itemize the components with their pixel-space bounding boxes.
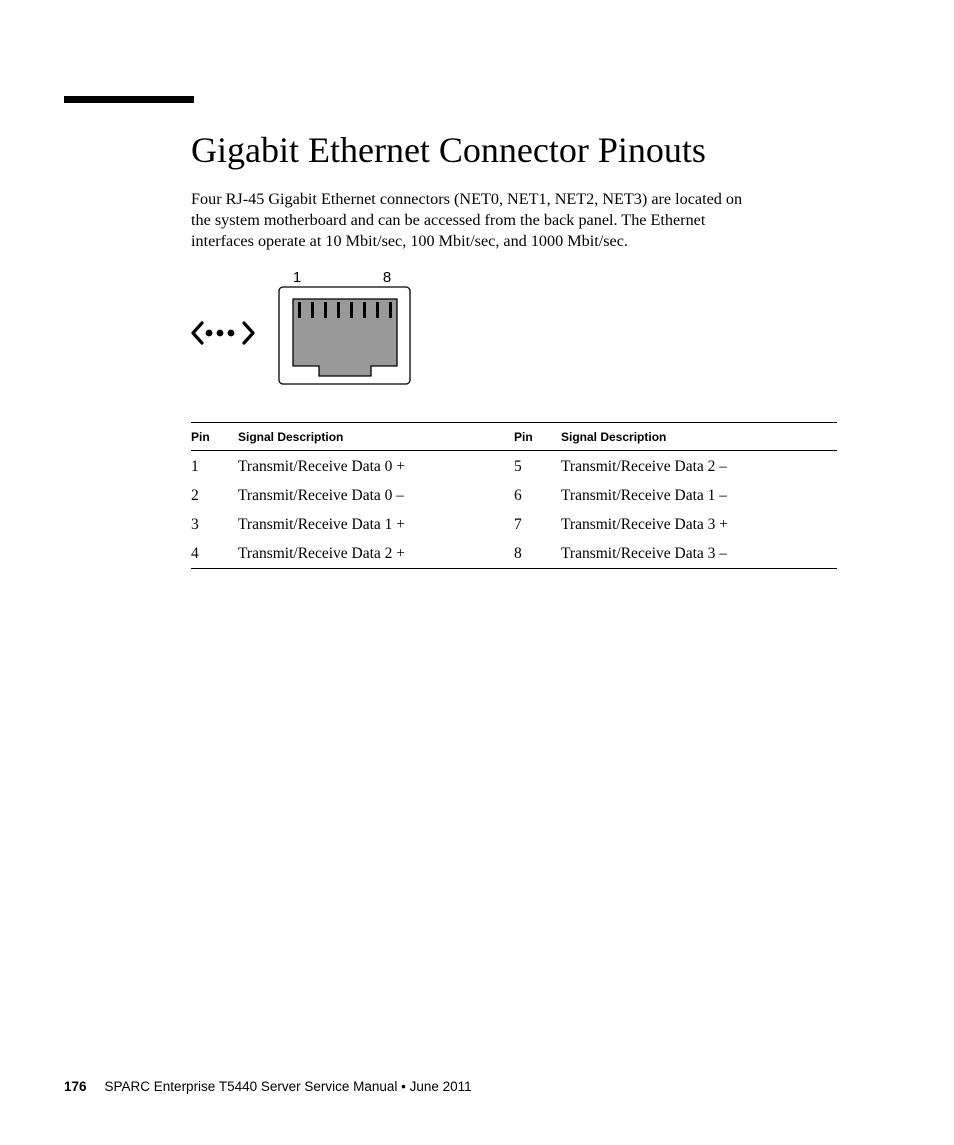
header-pin: Pin [191,429,210,444]
pin-cell: 5 [514,457,522,475]
header-pin: Pin [514,429,533,444]
pin-contact [324,302,327,318]
intro-line: interfaces operate at 10 Mbit/sec, 100 Mbit/sec, and 1000 Mbit/sec. [191,232,628,250]
pin-cell: 8 [514,544,522,562]
pin-cell: 3 [191,515,199,533]
signal-cell: Transmit/Receive Data 0 + [238,457,406,475]
pin-last-label: 8 [382,269,392,286]
table-row [191,539,837,569]
page-title: Gigabit Ethernet Connector Pinouts [191,130,706,170]
rj45-diagram [186,262,426,392]
rj45-connector-figure [186,262,426,397]
page-footer [64,1078,472,1096]
pin-contact [376,302,379,318]
pin-cell: 7 [514,515,522,533]
pin-contact [389,302,392,318]
signal-cell: Transmit/Receive Data 2 + [238,544,406,562]
pin-cell: 2 [191,486,199,504]
signal-cell: Transmit/Receive Data 2 – [561,457,728,475]
footer-text: SPARC Enterprise T5440 Server Service Manual • June 2011 [104,1079,472,1094]
pin-cell: 6 [514,486,522,504]
signal-cell: Transmit/Receive Data 0 – [238,486,405,504]
pin-contact [298,302,301,318]
ethernet-network-icon [193,323,253,343]
chapter-rule [64,96,194,103]
pin-contact [350,302,353,318]
pin-contact [363,302,366,318]
pin-contact [311,302,314,318]
intro-line: Four RJ-45 Gigabit Ethernet connectors (NET0, NET1, NET2, NET3) are located on [191,190,743,208]
pinout-table [191,422,837,569]
table-row [191,510,837,539]
intro-line: the system motherboard and can be accessed from the back panel. The Ethernet [191,211,706,229]
table-header-row [191,423,837,451]
table-row [191,451,837,482]
signal-cell: Transmit/Receive Data 3 – [561,544,728,562]
pin-first-label: 1 [292,269,302,286]
header-signal-description: Signal Description [238,429,344,444]
signal-cell: Transmit/Receive Data 1 – [561,486,728,504]
pin-contact [337,302,340,318]
page-number: 176 [64,1079,87,1094]
header-signal-description: Signal Description [561,429,667,444]
jack-opening [293,299,397,376]
signal-cell: Transmit/Receive Data 3 + [561,515,729,533]
pin-cell: 1 [191,457,199,475]
intro-paragraph [191,189,836,252]
table-row [191,481,837,510]
pin-cell: 4 [191,544,199,562]
signal-cell: Transmit/Receive Data 1 + [238,515,406,533]
